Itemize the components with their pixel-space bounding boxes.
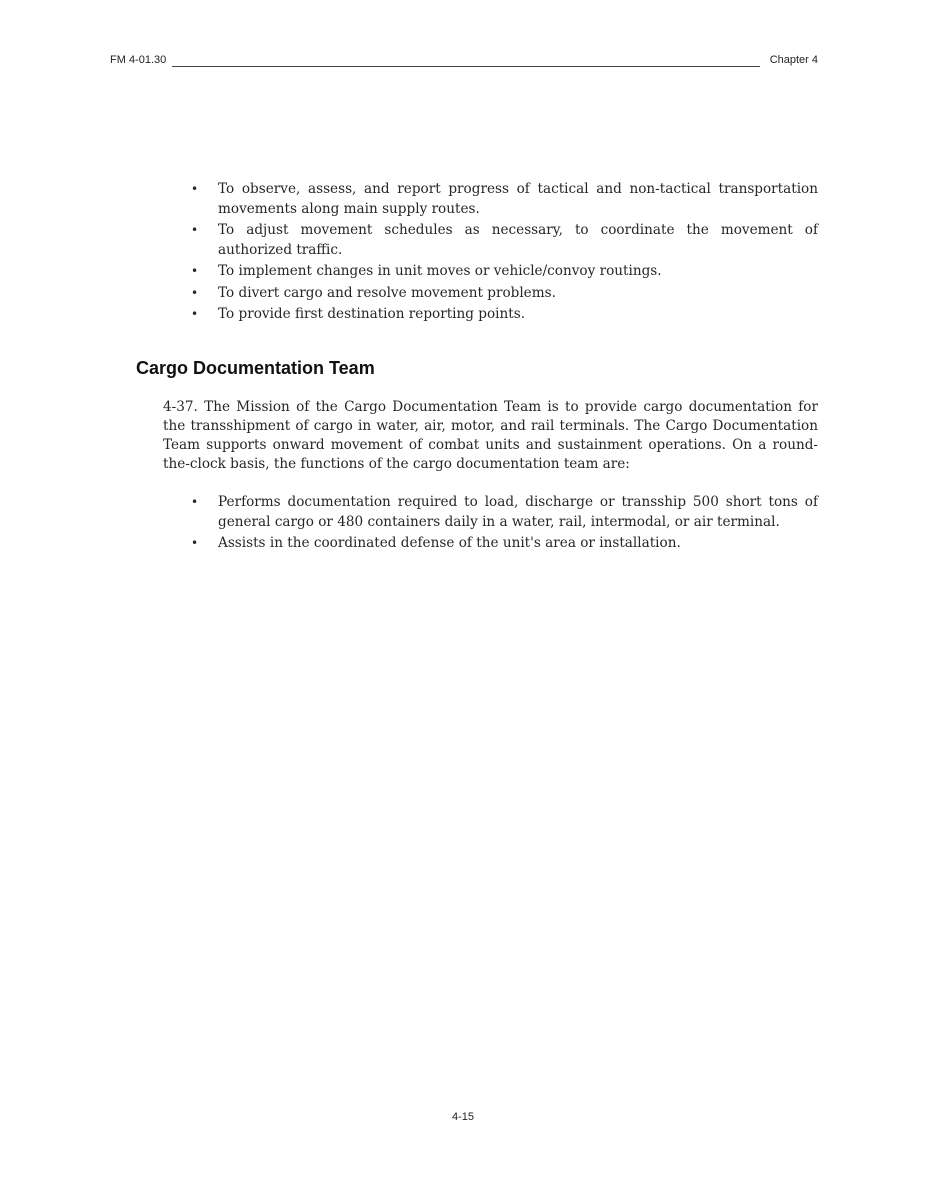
bullet-icon: • xyxy=(191,223,199,237)
page-number: 4-15 xyxy=(451,1111,475,1123)
list-item: • To provide first destination reporting points. xyxy=(218,305,818,325)
bullet-icon: • xyxy=(191,495,199,509)
list-item: • To observe, assess, and report progress of tactical and non-tactical transportation movements along main supply routes. xyxy=(191,181,818,217)
bullet-icon: • xyxy=(191,264,199,278)
list-item: • Performs documentation required to load, discharge or transship 500 short tons of general cargo or 480 containers daily in a water, rail, intermodal, or air terminal. xyxy=(191,494,818,530)
bullet-icon: • xyxy=(191,536,199,550)
bullet-list-functions xyxy=(191,180,818,327)
section-heading: Cargo Documentation Team xyxy=(136,358,375,378)
header-doc-id: FM 4-01.30 xyxy=(110,54,167,66)
header-rule xyxy=(172,66,760,67)
list-item: • To implement changes in unit moves or vehicle/convoy routings. xyxy=(218,262,818,282)
list-item: • To divert cargo and resolve movement problems. xyxy=(218,284,818,304)
list-item: • To adjust movement schedules as necessary, to coordinate the movement of authorized traffic. xyxy=(191,222,818,258)
header-chapter: Chapter 4 xyxy=(766,54,818,66)
bullet-list-documentation xyxy=(191,493,818,556)
bullet-icon: • xyxy=(191,285,199,300)
page-header xyxy=(110,54,818,70)
bullet-icon: • xyxy=(191,182,199,196)
section-paragraph: 4-37. The Mission of the Cargo Documentation Team is to provide cargo documentation for the transshipment of cargo in water, air, motor, and rail terminals. The Cargo Documentation Team supports onward movement of combat units and sustainment operations. On a round-the-clock basis, the functions of the cargo documentation team are: xyxy=(163,399,818,472)
list-item: • Assists in the coordinated defense of the unit's area or installation. xyxy=(218,534,818,554)
bullet-icon: • xyxy=(191,307,199,321)
